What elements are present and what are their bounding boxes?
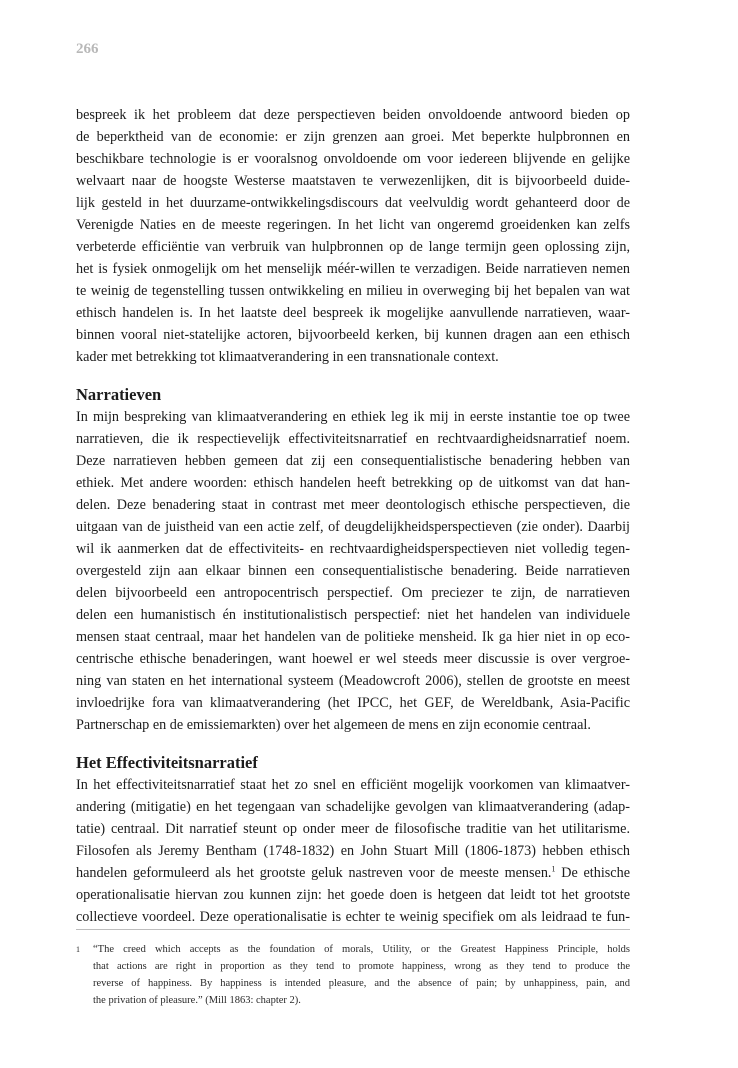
- text-line: ethisch handelen is. In het laatste deel bespreek ik mogelijke aanvullende narratieven, waar-: [76, 305, 630, 321]
- text-line: Filosofen als Jeremy Bentham (1748-1832) en John Stuart Mill (1806-1873) hebben ethisch: [76, 843, 630, 859]
- text-line: lijk gesteld in het duurzame-ontwikkelingsdiscours dat veelvuldig wordt gehanteerd door de: [76, 195, 630, 211]
- text-line: delen een humanistisch én institutionalistisch perspectief: niet het handelen van individuele: [76, 607, 630, 623]
- footnote-divider: [76, 929, 630, 930]
- text-line: overgesteld zijn aan elkaar binnen een consequentialistische benadering. Beide narratieven: [76, 563, 630, 579]
- intro-paragraph: [76, 104, 630, 368]
- text-line: In mijn bespreking van klimaatverandering en ethiek leg ik mij in eerste instantie toe op twee: [76, 409, 630, 425]
- text-fragment: De ethische: [555, 865, 630, 881]
- text-line: narratieven, die ik respectievelijk effectiviteitsnarratief en rechtvaardigheidsnarratief noem.: [76, 431, 630, 447]
- text-line: operationalisatie hiervan zou kunnen zijn: het goede doen is hetgeen dat leidt tot het grootste: [76, 887, 630, 903]
- page-number: 266: [76, 41, 99, 57]
- text-line: het is fysiek onmogelijk om het menselijk méér-willen te verzadigen. Beide narratieven nemen: [76, 261, 630, 277]
- text-line: Deze narratieven hebben gemeen dat zij een consequentialistische benadering hebben van: [76, 453, 630, 469]
- text-line: invloedrijke fora van klimaatverandering (het IPCC, het GEF, de Wereldbank, Asia-Pacific: [76, 695, 630, 711]
- text-fragment: handelen geformuleerd als het grootste geluk nastreven voor de meeste mensen.: [76, 865, 552, 881]
- text-line: bespreek ik het probleem dat deze perspectieven beiden onvoldoende antwoord bieden op: [76, 107, 630, 123]
- footnote-line: “The creed which accepts as the foundation of morals, Utility, or the Greatest Happiness Principle, holds: [93, 944, 630, 955]
- text-line: kader met betrekking tot klimaatverandering in een transnationale context.: [76, 349, 499, 365]
- footnote-text: [93, 941, 630, 1009]
- text-line: beschikbare technologie is er vooralsnog onvoldoende om voor iedereen blijvende en gelijke: [76, 151, 630, 167]
- text-line: wil ik aanmerken dat de effectiviteits- en rechtvaardigheidsperspectieven niet volledig tegen-: [76, 541, 630, 557]
- text-line: ning van staten en het international systeem (Meadowcroft 2006), stellen de grootste en meest: [76, 673, 630, 689]
- text-line: tatie) centraal. Dit narratief steunt op onder meer de filosofische traditie van het utilitarisme.: [76, 821, 630, 837]
- text-line: te weinig de tegenstelling tussen ontwikkeling en milieu in overweging bij het bepalen van wat: [76, 283, 630, 299]
- section-heading: Narratieven: [76, 385, 162, 404]
- section-narratieven: [76, 384, 630, 736]
- text-line: uitgaan van de juistheid van een actie zelf, of deugdelijkheidsperspectieven (zie onder). Daarbij: [76, 519, 630, 535]
- footnote-line: the privation of pleasure.” (Mill 1863: chapter 2).: [93, 995, 301, 1006]
- text-line: mensen staat centraal, maar het handelen van de politieke mensheid. Ik ga hier niet in op eco-: [76, 629, 630, 645]
- text-line: andering (mitigatie) en het tegengaan van schadelijke gevolgen van klimaatverandering (adap-: [76, 799, 630, 815]
- text-line: ethiek. Met andere woorden: ethisch handelen heeft betrekking op de uitkomst van dat han-: [76, 475, 630, 491]
- footnote-number: 1: [76, 945, 80, 954]
- text-line-with-footnote-ref: [76, 862, 630, 884]
- body-text: [76, 104, 630, 928]
- section-heading: Het Effectiviteitsnarratief: [76, 753, 258, 772]
- text-line: Verenigde Naties en de meeste regeringen. In het licht van ongeremd groeidenken kan zelfs: [76, 217, 630, 233]
- text-line: collectieve voordeel. Deze operationalisatie is echter te weinig specifiek om als leidraad te fun-: [76, 909, 630, 925]
- text-line: delen. Deze benadering staat in contrast met meer deontologisch ethische perspectieven, die: [76, 497, 630, 513]
- text-line: centrische ethische benaderingen, want hoewel er wel steeds meer discussie is over vergroe-: [76, 651, 630, 667]
- footnote: [76, 941, 630, 1009]
- text-line: delen bijvoorbeeld een antropocentrisch perspectief. Om preciezer te zijn, de narratieven: [76, 585, 630, 601]
- footnote-reference[interactable]: 1: [551, 864, 556, 874]
- text-line: binnen vooral niet-statelijke actoren, bijvoorbeeld kerken, bij kunnen dragen aan een ethisch: [76, 327, 630, 343]
- section-effectiviteitsnarratief: [76, 752, 630, 928]
- footnote-line: reverse of happiness. By happiness is intended pleasure, and the absence of pain; by unhappiness, pain, and: [93, 978, 630, 989]
- footnote-line: that actions are right in proportion as they tend to promote happiness, wrong as they tend to produce the: [93, 961, 630, 972]
- text-line: verbeterde efficiëntie van verbruik van hulpbronnen op de lange termijn geen oplossing zijn,: [76, 239, 630, 255]
- text-line: Partnerschap en de emissiemarkten) over het algemeen de mens en zijn economie centraal.: [76, 717, 591, 733]
- text-line: de beperktheid van de economie: er zijn grenzen aan groei. Met beperkte hulpbronnen en: [76, 129, 630, 145]
- text-line: welvaart naar de hoogste Westerse maatstaven te verwezenlijken, dit is bijvoorbeeld duide-: [76, 173, 630, 189]
- text-line: In het effectiviteitsnarratief staat het zo snel en efficiënt mogelijk voorkomen van klimaatver-: [76, 777, 630, 793]
